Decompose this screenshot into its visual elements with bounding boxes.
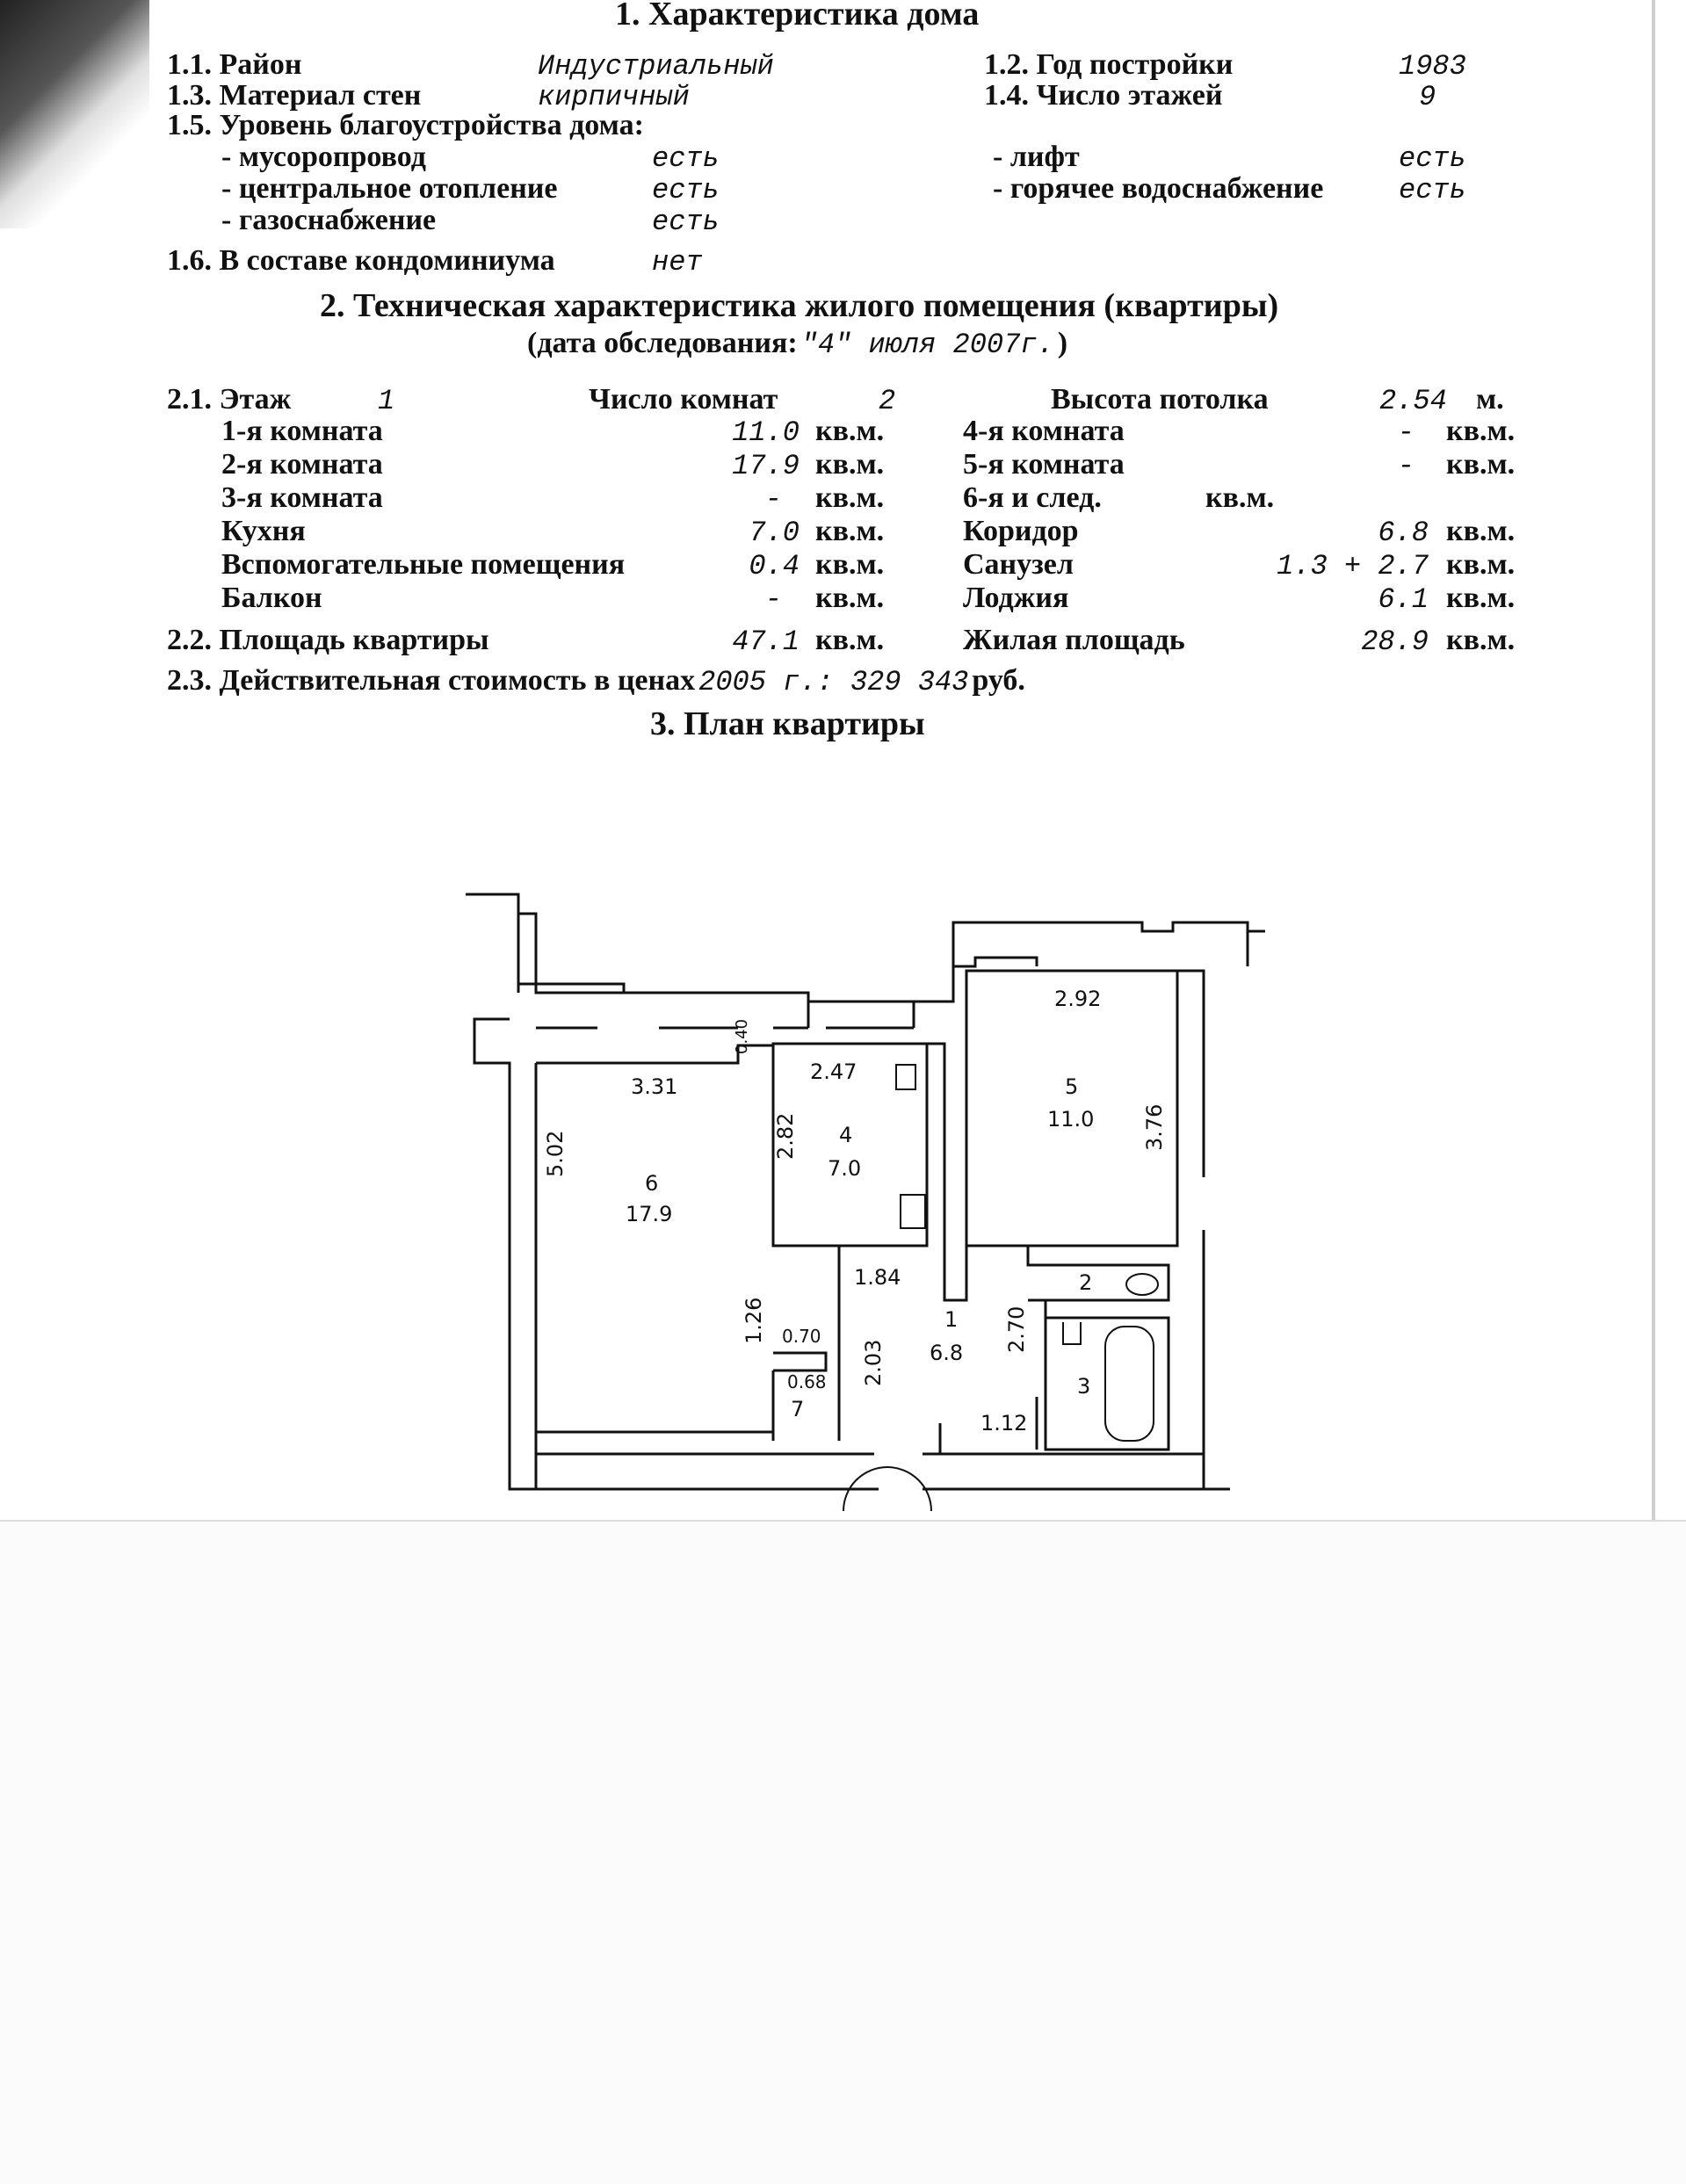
- corridor-value: 6.8: [1378, 517, 1429, 549]
- cost-unit: руб.: [972, 664, 1025, 697]
- r3-dim-w: 1.12: [980, 1411, 1028, 1436]
- room6-unit: кв.м.: [1205, 481, 1275, 514]
- aux-label: Вспомогательные помещения: [221, 548, 626, 581]
- hot-water-label: - горячее водоснабжение: [993, 172, 1324, 205]
- survey-suffix: ): [1057, 327, 1068, 359]
- r5-num: 5: [1065, 1074, 1079, 1099]
- aux-value: 0.4: [749, 550, 800, 582]
- plan-labels: [543, 987, 1167, 1436]
- room1-value: 11.0: [732, 416, 800, 449]
- kitchen-value: 7.0: [749, 517, 800, 549]
- ceiling-label: Высота потолка: [1051, 383, 1269, 416]
- heating-value: есть: [652, 174, 720, 206]
- r4-num: 4: [839, 1123, 853, 1147]
- bathroom-label: Санузел: [963, 548, 1074, 581]
- living-value: 28.9: [1361, 626, 1429, 658]
- cost-label: 2.3. Действительная стоимость в ценах: [167, 664, 696, 697]
- r4-dim-w: 2.47: [810, 1059, 857, 1084]
- room3-label: 3-я комната: [221, 481, 383, 514]
- r4-area: 7.0: [828, 1156, 862, 1181]
- floor-label: 2.1. Этаж: [167, 383, 292, 416]
- condo-label: 1.6. В составе кондоминиума: [167, 244, 555, 277]
- vent-dim: 0.40: [733, 1018, 751, 1054]
- r1-dim-h: 2.03: [861, 1339, 886, 1386]
- living-unit: кв.м.: [1446, 624, 1516, 656]
- garbage-value: есть: [652, 142, 720, 175]
- room4-value: -: [1397, 416, 1415, 449]
- r7-dim-w: 0.68: [787, 1371, 827, 1392]
- floor-value: 1: [378, 385, 395, 417]
- r5-dim-h: 3.76: [1142, 1103, 1167, 1151]
- material-value: кирпичный: [538, 81, 690, 113]
- survey-date: "4" июля 2007г.: [800, 329, 1054, 361]
- stove-icon: [896, 1065, 915, 1089]
- heating-label: - центральное отопление: [221, 172, 558, 205]
- r2-num: 2: [1079, 1270, 1093, 1295]
- room2-value: 17.9: [732, 450, 800, 482]
- cost-value: 2005 г.: 329 343: [698, 666, 969, 698]
- room3-unit: кв.м.: [815, 481, 885, 514]
- rooms-count-value: 2: [879, 385, 896, 417]
- corridor-label: Коридор: [963, 515, 1079, 547]
- room2-unit: кв.м.: [815, 448, 885, 481]
- hot-water-value: есть: [1399, 174, 1466, 206]
- balcony-unit: кв.м.: [815, 582, 885, 614]
- area-unit: кв.м.: [815, 624, 885, 656]
- room5-unit: кв.м.: [1446, 448, 1516, 481]
- plan-walls: [466, 894, 1265, 1489]
- room5-value: -: [1397, 450, 1415, 482]
- year-label: 1.2. Год постройки: [984, 48, 1234, 81]
- gas-label: - газоснабжение: [221, 204, 437, 236]
- r1-dim-h2: 2.70: [1004, 1305, 1029, 1353]
- r5-area: 11.0: [1047, 1107, 1095, 1132]
- aux-unit: кв.м.: [815, 548, 885, 581]
- r7-dim-side: 1.26: [742, 1297, 766, 1344]
- area-label: 2.2. Площадь квартиры: [167, 624, 489, 656]
- lower-page-area: [0, 1520, 1686, 2184]
- r1-area: 6.8: [930, 1341, 964, 1365]
- district-label: 1.1. Район: [167, 48, 302, 81]
- room1-label: 1-я комната: [221, 415, 383, 447]
- district-value: Индустриальный: [538, 50, 774, 83]
- room6-label: 6-я и след.: [963, 481, 1102, 514]
- r6-area: 17.9: [626, 1202, 673, 1226]
- r6-dim-w: 3.31: [631, 1074, 678, 1099]
- loggia-label: Лоджия: [963, 582, 1069, 614]
- floors-value: 9: [1419, 81, 1436, 113]
- r7-dim-top: 0.70: [782, 1326, 821, 1347]
- section3-title: 3. План квартиры: [650, 705, 925, 742]
- floors-label: 1.4. Число этажей: [984, 79, 1223, 112]
- loggia-unit: кв.м.: [1446, 582, 1516, 614]
- loggia-value: 6.1: [1378, 583, 1429, 616]
- section2-title: 2. Техническая характеристика жилого помещения (квартиры): [320, 287, 1279, 324]
- area-value: 47.1: [732, 626, 800, 658]
- lift-value: есть: [1399, 142, 1466, 175]
- corridor-unit: кв.м.: [1446, 515, 1516, 547]
- amenities-label: 1.5. Уровень благоустройства дома:: [167, 109, 644, 141]
- r7-num: 7: [791, 1397, 805, 1421]
- gas-value: есть: [652, 206, 720, 238]
- garbage-label: - мусоропровод: [221, 141, 426, 173]
- rooms-count-label: Число комнат: [589, 383, 778, 416]
- condo-value: нет: [652, 246, 703, 278]
- room2-label: 2-я комната: [221, 448, 383, 481]
- living-label: Жилая площадь: [963, 624, 1185, 656]
- kitchen-label: Кухня: [221, 515, 306, 547]
- r1-num: 1: [944, 1307, 959, 1332]
- bathtub-icon: [1105, 1327, 1154, 1441]
- balcony-label: Балкон: [221, 582, 322, 614]
- room1-unit: кв.м.: [815, 415, 885, 447]
- bathroom-unit: кв.м.: [1446, 548, 1516, 581]
- sink-icon: [901, 1195, 925, 1228]
- r6-num: 6: [645, 1171, 659, 1196]
- balcony-value: -: [764, 583, 782, 616]
- room4-unit: кв.м.: [1446, 415, 1516, 447]
- r4-dim-h: 2.82: [773, 1112, 798, 1160]
- survey-prefix: (дата обследования:: [527, 327, 798, 359]
- year-value: 1983: [1399, 50, 1466, 83]
- lift-label: - лифт: [993, 141, 1080, 173]
- material-label: 1.3. Материал стен: [167, 79, 422, 112]
- bathroom-value: 1.3 + 2.7: [1277, 550, 1429, 582]
- r1-dim-w: 1.84: [854, 1265, 901, 1290]
- room4-label: 4-я комната: [963, 415, 1125, 447]
- toilet-icon: [1126, 1274, 1158, 1295]
- r6-dim-h: 5.02: [543, 1130, 568, 1177]
- ceiling-value: 2.54: [1379, 385, 1447, 417]
- room3-value: -: [764, 483, 782, 516]
- washbasin-icon: [1063, 1322, 1081, 1344]
- r5-dim-w: 2.92: [1054, 987, 1102, 1011]
- ceiling-unit: м.: [1476, 383, 1504, 416]
- kitchen-unit: кв.м.: [815, 515, 885, 547]
- r3-num: 3: [1077, 1374, 1091, 1399]
- section1-title: 1. Характеристика дома: [615, 0, 980, 33]
- room5-label: 5-я комната: [963, 448, 1125, 481]
